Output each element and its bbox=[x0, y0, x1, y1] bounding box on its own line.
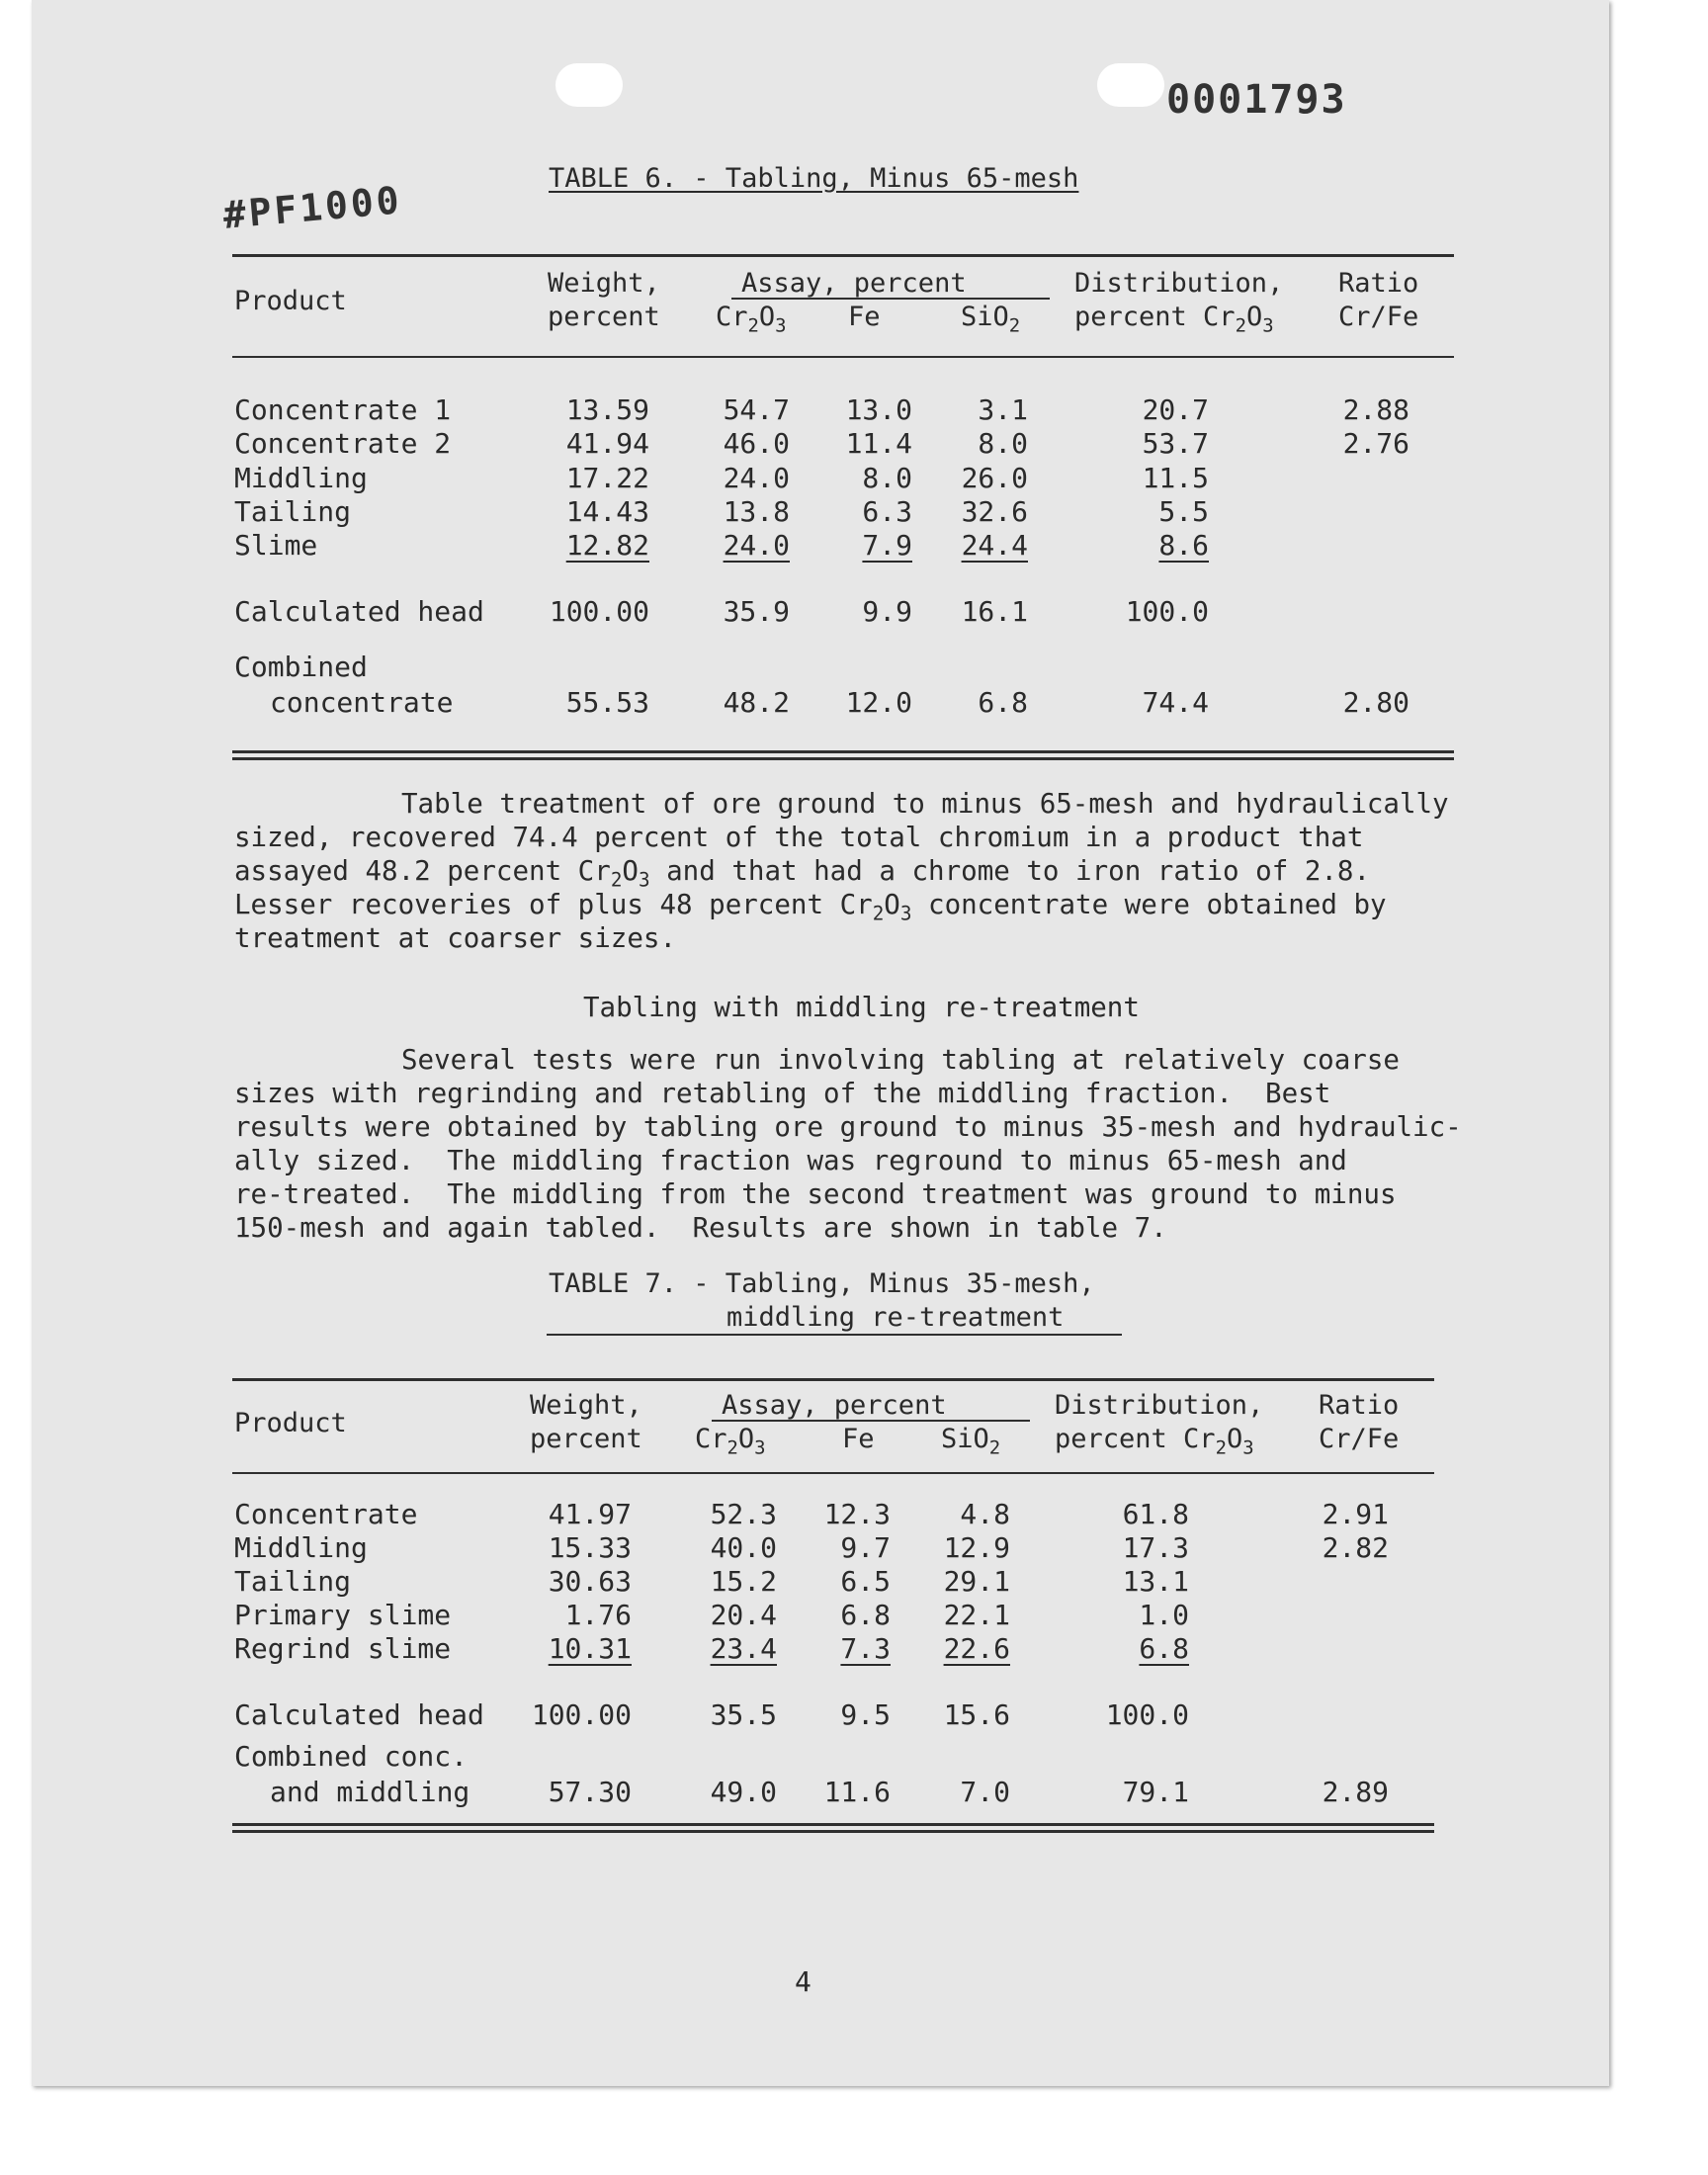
cell-fe: 11.6 bbox=[823, 1776, 891, 1808]
cell-cr2o3: 13.8 bbox=[723, 495, 790, 528]
section-heading: Tabling with middling re-treatment bbox=[583, 992, 1140, 1023]
cell-fe: 11.4 bbox=[845, 427, 912, 460]
paragraph-line: results were obtained by tabling ore ground to minus 35-mesh and hydraulic- bbox=[234, 1111, 1462, 1143]
row-calculated-head: Calculated head bbox=[234, 595, 484, 628]
cell-ratio: 2.89 bbox=[1322, 1776, 1389, 1808]
table7-title-line2: middling re-treatment bbox=[726, 1302, 1065, 1333]
cell-cr2o3: 24.0 bbox=[723, 529, 790, 562]
row-product: Concentrate 1 bbox=[234, 393, 452, 426]
page-number: 4 bbox=[795, 1965, 811, 1998]
header-distribution-part: 2 bbox=[1235, 314, 1246, 337]
text-run: Table treatment of ore ground to minus 65-mesh and hydraulically bbox=[401, 788, 1449, 820]
header-distribution-part: O bbox=[1245, 302, 1263, 332]
cell-weight: 15.33 bbox=[548, 1531, 632, 1564]
table6-bottom-rule-double bbox=[232, 757, 1454, 760]
table7-bottom-rule bbox=[232, 1823, 1434, 1826]
header-assay: Assay, percent bbox=[741, 268, 967, 299]
cell-weight: 17.22 bbox=[565, 462, 649, 494]
cell-dist: 17.3 bbox=[1122, 1531, 1189, 1564]
text-run: Lesser recoveries of plus 48 percent Cr bbox=[234, 889, 873, 920]
cell-dist: 6.8 bbox=[1139, 1632, 1189, 1665]
header-weight: Weight, bbox=[530, 1390, 642, 1421]
header-distribution-part: O bbox=[1226, 1424, 1243, 1454]
row-product: Tailing bbox=[234, 1565, 352, 1598]
row-product: Middling bbox=[234, 1531, 368, 1564]
header-distribution: Distribution, bbox=[1074, 268, 1284, 299]
paragraph-line bbox=[234, 888, 1387, 925]
cell-cr2o3: 46.0 bbox=[723, 427, 790, 460]
cell-cr2o3: 48.2 bbox=[723, 686, 790, 719]
header-weight-unit: percent bbox=[530, 1424, 642, 1454]
header-cr2o3-part: Cr bbox=[695, 1424, 727, 1454]
cell-cr2o3: 20.4 bbox=[710, 1599, 777, 1631]
cell-ratio: 2.82 bbox=[1322, 1531, 1389, 1564]
row-product: Primary slime bbox=[234, 1599, 452, 1631]
table6-header-rule bbox=[232, 356, 1454, 358]
cell-sio2: 22.1 bbox=[943, 1599, 1010, 1631]
cell-fe: 9.9 bbox=[862, 595, 912, 628]
header-sio2-part: 2 bbox=[1008, 314, 1021, 337]
header-cr2o3-part: 2 bbox=[726, 1436, 738, 1459]
cell-sio2: 6.8 bbox=[978, 686, 1028, 719]
paragraph-line: ally sized. The middling fraction was reground to minus 65-mesh and bbox=[234, 1145, 1347, 1176]
header-weight: Weight, bbox=[548, 268, 660, 299]
cell-weight: 55.53 bbox=[565, 686, 649, 719]
paragraph-line: sizes with regrinding and retabling of the middling fraction. Best bbox=[234, 1078, 1331, 1109]
text-run: sized, recovered 74.4 percent of the total chromium in a product that bbox=[234, 822, 1364, 853]
cell-dist: 100.0 bbox=[1105, 1698, 1189, 1731]
cell-dist: 61.8 bbox=[1122, 1498, 1189, 1530]
row-combined-label-2: and middling bbox=[270, 1776, 470, 1808]
cell-weight: 57.30 bbox=[548, 1776, 632, 1808]
header-weight-unit: percent bbox=[548, 302, 660, 332]
text-run: treatment at coarser sizes. bbox=[234, 922, 677, 954]
subscript: 3 bbox=[638, 868, 650, 892]
header-cr2o3 bbox=[716, 301, 787, 337]
cell-sio2: 8.0 bbox=[978, 427, 1028, 460]
text-run: O bbox=[622, 855, 639, 887]
cell-dist: 8.6 bbox=[1158, 529, 1209, 562]
paragraph-line: 150-mesh and again tabled. Results are shown in table 7. bbox=[234, 1212, 1167, 1244]
table7-bottom-rule-double bbox=[232, 1830, 1434, 1833]
row-calculated-head: Calculated head bbox=[234, 1698, 484, 1731]
table6-title: TABLE 6. - Tabling, Minus 65-mesh bbox=[549, 163, 1079, 194]
header-fe: Fe bbox=[842, 1424, 875, 1454]
cell-ratio: 2.76 bbox=[1342, 427, 1409, 460]
header-sio2-part: 2 bbox=[988, 1436, 1001, 1459]
row-product: Concentrate 2 bbox=[234, 427, 452, 460]
header-distribution-part: percent Cr bbox=[1074, 302, 1236, 332]
punch-hole bbox=[1097, 63, 1164, 107]
subscript: 3 bbox=[899, 902, 912, 925]
file-number-stamp: #PF1000 bbox=[221, 178, 404, 237]
cell-sio2: 7.0 bbox=[960, 1776, 1010, 1808]
cell-dist: 79.1 bbox=[1122, 1776, 1189, 1808]
table6-top-rule bbox=[232, 254, 1454, 257]
row-combined-label: Combined bbox=[234, 651, 368, 683]
table7-header-rule bbox=[232, 1472, 1434, 1474]
subscript: 2 bbox=[610, 868, 623, 892]
header-distribution-unit bbox=[1055, 1423, 1254, 1459]
header-sio2 bbox=[941, 1423, 1001, 1459]
cell-ratio: 2.88 bbox=[1342, 393, 1409, 426]
cell-fe: 12.3 bbox=[823, 1498, 891, 1530]
paragraph-line bbox=[234, 921, 676, 955]
text-run: assayed 48.2 percent Cr bbox=[234, 855, 611, 887]
subscript: 2 bbox=[872, 902, 885, 925]
cell-sio2: 24.4 bbox=[961, 529, 1028, 562]
header-cr2o3-part: O bbox=[737, 1424, 755, 1454]
cell-weight: 30.63 bbox=[548, 1565, 632, 1598]
cell-fe: 8.0 bbox=[862, 462, 912, 494]
header-sio2 bbox=[961, 301, 1021, 337]
text-run: concentrate were obtained by bbox=[911, 889, 1387, 920]
header-product: Product bbox=[234, 1408, 347, 1438]
table7-title-line1: TABLE 7. - Tabling, Minus 35-mesh, bbox=[549, 1268, 1095, 1299]
cell-cr2o3: 23.4 bbox=[710, 1632, 777, 1665]
header-distribution-part: 3 bbox=[1242, 1436, 1254, 1459]
cell-cr2o3: 40.0 bbox=[710, 1531, 777, 1564]
cell-sio2: 3.1 bbox=[978, 393, 1028, 426]
cell-ratio: 2.91 bbox=[1322, 1498, 1389, 1530]
row-combined-label: Combined conc. bbox=[234, 1740, 469, 1773]
cell-cr2o3: 35.5 bbox=[710, 1698, 777, 1731]
cell-dist: 53.7 bbox=[1142, 427, 1209, 460]
row-product: Slime bbox=[234, 529, 318, 562]
row-product: Regrind slime bbox=[234, 1632, 452, 1665]
header-ratio: Ratio bbox=[1338, 268, 1419, 299]
table6-bottom-rule bbox=[232, 750, 1454, 753]
paragraph-line bbox=[234, 821, 1363, 854]
cell-cr2o3: 24.0 bbox=[723, 462, 790, 494]
paragraph-line bbox=[234, 854, 1371, 892]
cell-sio2: 4.8 bbox=[960, 1498, 1010, 1530]
header-sio2-part: SiO bbox=[961, 302, 1009, 332]
header-assay-underline bbox=[712, 1420, 1030, 1422]
cell-fe: 7.3 bbox=[840, 1632, 891, 1665]
cell-sio2: 15.6 bbox=[943, 1698, 1010, 1731]
cell-cr2o3: 52.3 bbox=[710, 1498, 777, 1530]
cell-weight: 100.00 bbox=[531, 1698, 632, 1731]
cell-fe: 13.0 bbox=[845, 393, 912, 426]
paragraph-line bbox=[401, 787, 1449, 821]
cell-sio2: 22.6 bbox=[943, 1632, 1010, 1665]
cell-dist: 5.5 bbox=[1158, 495, 1209, 528]
cell-dist: 20.7 bbox=[1142, 393, 1209, 426]
cell-weight: 14.43 bbox=[565, 495, 649, 528]
header-cr2o3-part: 3 bbox=[775, 314, 787, 337]
punch-hole bbox=[555, 63, 623, 107]
cell-ratio: 2.80 bbox=[1342, 686, 1409, 719]
header-cr2o3-part: 3 bbox=[754, 1436, 766, 1459]
cell-weight: 10.31 bbox=[548, 1632, 632, 1665]
cell-dist: 11.5 bbox=[1142, 462, 1209, 494]
row-combined-label-2: concentrate bbox=[270, 686, 454, 719]
header-cr2o3 bbox=[695, 1423, 766, 1459]
table7-title-underline bbox=[547, 1334, 1122, 1336]
cell-weight: 13.59 bbox=[565, 393, 649, 426]
header-distribution: Distribution, bbox=[1055, 1390, 1264, 1421]
cell-dist: 74.4 bbox=[1142, 686, 1209, 719]
cell-sio2: 16.1 bbox=[961, 595, 1028, 628]
cell-fe: 12.0 bbox=[845, 686, 912, 719]
header-ratio-unit: Cr/Fe bbox=[1319, 1424, 1400, 1454]
header-assay-underline bbox=[731, 298, 1050, 300]
header-sio2-part: SiO bbox=[941, 1424, 989, 1454]
cell-cr2o3: 49.0 bbox=[710, 1776, 777, 1808]
row-product: Tailing bbox=[234, 495, 352, 528]
cell-fe: 6.5 bbox=[840, 1565, 891, 1598]
cell-cr2o3: 15.2 bbox=[710, 1565, 777, 1598]
cell-sio2: 26.0 bbox=[961, 462, 1028, 494]
cell-weight: 41.94 bbox=[565, 427, 649, 460]
cell-fe: 9.5 bbox=[840, 1698, 891, 1731]
row-product: Concentrate bbox=[234, 1498, 418, 1530]
header-distribution-part: 3 bbox=[1262, 314, 1274, 337]
paragraph-line: re-treated. The middling from the second treatment was ground to minus bbox=[234, 1178, 1397, 1210]
cell-sio2: 29.1 bbox=[943, 1565, 1010, 1598]
cell-dist: 1.0 bbox=[1139, 1599, 1189, 1631]
cell-sio2: 32.6 bbox=[961, 495, 1028, 528]
document-page bbox=[32, 0, 1609, 2086]
header-cr2o3-part: O bbox=[758, 302, 776, 332]
header-product: Product bbox=[234, 286, 347, 316]
header-cr2o3-part: Cr bbox=[716, 302, 748, 332]
document-number-stamp: 0001793 bbox=[1166, 77, 1347, 123]
header-distribution-unit bbox=[1074, 301, 1274, 337]
paragraph-line: Several tests were run involving tabling at relatively coarse bbox=[401, 1044, 1400, 1076]
cell-cr2o3: 35.9 bbox=[723, 595, 790, 628]
cell-fe: 7.9 bbox=[862, 529, 912, 562]
text-run: O bbox=[884, 889, 900, 920]
cell-dist: 13.1 bbox=[1122, 1565, 1189, 1598]
header-assay: Assay, percent bbox=[722, 1390, 947, 1421]
row-product: Middling bbox=[234, 462, 368, 494]
cell-fe: 6.8 bbox=[840, 1599, 891, 1631]
header-fe: Fe bbox=[848, 302, 881, 332]
cell-weight: 12.82 bbox=[565, 529, 649, 562]
header-ratio-unit: Cr/Fe bbox=[1338, 302, 1419, 332]
cell-dist: 100.0 bbox=[1125, 595, 1209, 628]
cell-sio2: 12.9 bbox=[943, 1531, 1010, 1564]
text-run: and that had a chrome to iron ratio of 2.8. bbox=[649, 855, 1371, 887]
cell-weight: 1.76 bbox=[564, 1599, 632, 1631]
cell-cr2o3: 54.7 bbox=[723, 393, 790, 426]
cell-weight: 100.00 bbox=[549, 595, 649, 628]
cell-fe: 9.7 bbox=[840, 1531, 891, 1564]
header-ratio: Ratio bbox=[1319, 1390, 1400, 1421]
header-distribution-part: percent Cr bbox=[1055, 1424, 1216, 1454]
cell-weight: 41.97 bbox=[548, 1498, 632, 1530]
table7-top-rule bbox=[232, 1378, 1434, 1381]
header-distribution-part: 2 bbox=[1215, 1436, 1227, 1459]
header-cr2o3-part: 2 bbox=[747, 314, 759, 337]
cell-fe: 6.3 bbox=[862, 495, 912, 528]
